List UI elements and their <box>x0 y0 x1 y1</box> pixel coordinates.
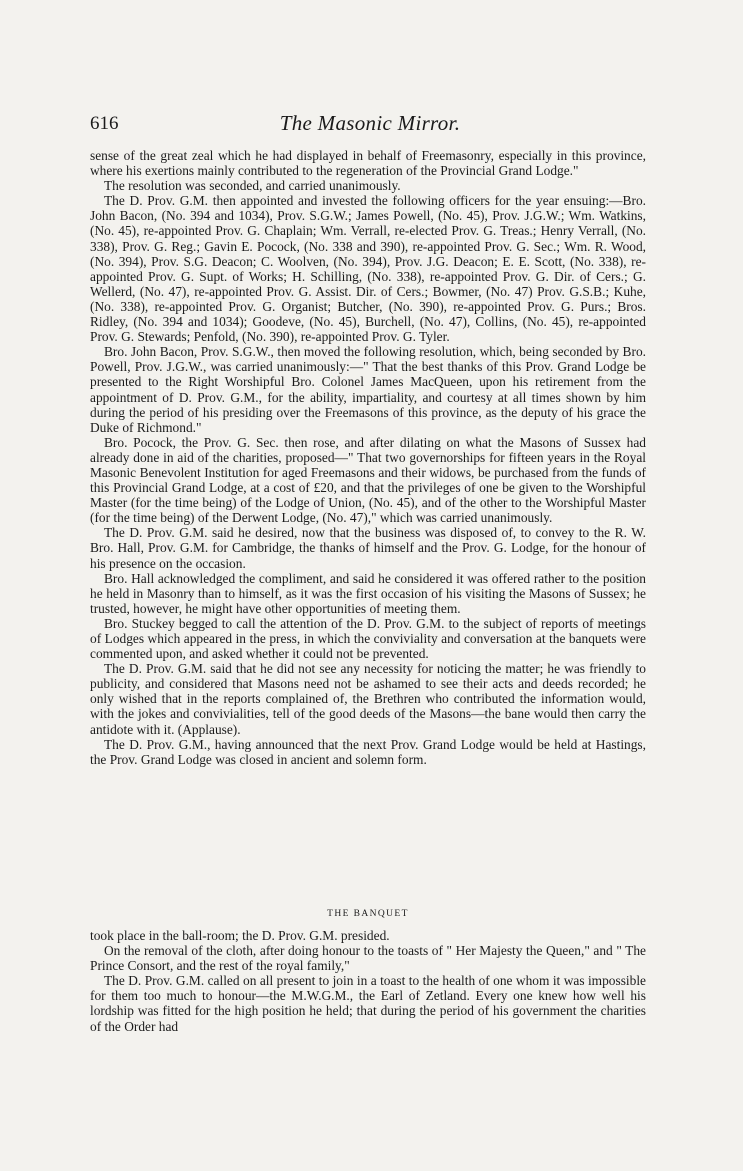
body-text <box>90 148 646 767</box>
running-head <box>90 107 650 137</box>
paragraph: Bro. Pocock, the Prov. G. Sec. then rose, and after dilating on what the Masons of Sussex had already done in aid of the charities, proposed—" That two governorships for fifteen years in the Royal Masonic Benevolent Institution for aged Freemasons and their widows, be purchased from the funds of this Provincial Grand Lodge, at a cost of £20, and that the privileges of one be given to the Worshipful Master (for the time being) of the Lodge of Union, (No. 45), and of the other to the Worshipful Master (for the time being) of the Derwent Lodge, (No. 47)," which was carried unanimously. <box>90 434 646 526</box>
banquet-text <box>90 928 646 1034</box>
paragraph: Bro. Hall acknowledged the compliment, and said he considered it was offered rather to the position he held in Masonry than to himself, as it was the first occasion of his visiting the Masons of Sussex; he trusted, however, he might have other opportunities of meeting them. <box>90 570 646 616</box>
paragraph: The D. Prov. G.M. said he desired, now that the business was disposed of, to convey to the R. W. Bro. Hall, Prov. G.M. for Cambridge, the thanks of himself and the Prov. G. Lodge, for the honour of his presence on the occasion. <box>90 525 646 571</box>
paragraph: sense of the great zeal which he had displayed in behalf of Freemasonry, especially in this province, where his exertions mainly contributed to the regeneration of the Provincial Grand Lodge." <box>90 148 646 179</box>
journal-title: The Masonic Mirror. <box>279 111 461 135</box>
page-number: 616 <box>90 113 119 134</box>
paragraph: The resolution was seconded, and carried unanimously. <box>104 178 401 194</box>
paragraph: The D. Prov. G.M. said that he did not see any necessity for noticing the matter; he was friendly to publicity, and considered that Masons need not be ashamed to see their acts and deeds recorded; he only wished that in the reports complained of, the Brethren who contributed the information would, with the jokes and convivialities, tell of the good deeds of the Masons—the bane would then carry the antidote with it. (Applause). <box>90 661 646 737</box>
paragraph: Bro. Stuckey begged to call the attention of the D. Prov. G.M. to the subject of reports of meetings of Lodges which appeared in the press, in which the conviviality and conversation at the banquets were commented upon, and asked whether it could not be prevented. <box>90 615 646 662</box>
paragraph: took place in the ball-room; the D. Prov. G.M. presided. <box>90 928 390 943</box>
paragraph: The D. Prov. G.M., having announced that the next Prov. Grand Lodge would be held at Hastings, the Prov. Grand Lodge was closed in ancient and solemn form. <box>90 736 646 767</box>
section-heading: THE BANQUET <box>327 909 409 919</box>
paragraph: Bro. John Bacon, Prov. S.G.W., then moved the following resolution, which, being seconded by Bro. Powell, Prov. J.G.W., was carried unanimously:—" That the best thanks of this Prov. Grand Lodge be presented to the Right Worshipful Bro. Colonel James MacQueen, upon his retirement from the appointment of D. Prov. G.M., for the ability, impartiality, and courtesy at all times shown by him during the period of his presiding over the Freemasons of this province, as the deputy of his grace the Duke of Richmond." <box>90 344 646 435</box>
paragraph: The D. Prov. G.M. called on all present to join in a toast to the health of one whom it was impossible for them too much to honour—the M.W.G.M., the Earl of Zetland. Every one knew how well his lordship was fitted for the high position he held; that during the period of his government the charities of the Order had <box>90 973 646 1034</box>
paragraph: On the removal of the cloth, after doing honour to the toasts of " Her Majesty the Queen," and " The Prince Consort, and the rest of the royal family," <box>90 943 646 974</box>
paragraph: The D. Prov. G.M. then appointed and invested the following officers for the year ensuing:—Bro. John Bacon, (No. 394 and 1034), Prov. S.G.W.; James Powell, (No. 45), Prov. J.G.W.; Wm. Watkins, (No. 45), re-appointed Prov. G. Chaplain; Wm. Verrall, re-elected Prov. G. Treas.; Henry Verrall, (No. 338), Prov. G. Reg.; Gavin E. Pocock, (No. 338 and 390), re-appointed Prov. G. Sec.; Wm. R. Wood, (No. 394), Prov. S.G. Deacon; C. Woolven, (No. 394), Prov. J.G. Deacon; E. E. Scott, (No. 338), re-appointed Prov. G. Supt. of Works; H. Schilling, (No. 338), re-appointed Prov. G. Dir. of Cers.; G. Wellerd, (No. 47), re-appointed Prov. G. Assist. Dir. of Cers.; Bowmer, (No. 47) Prov. G.S.B.; Kuhe, (No. 338), re-appointed Prov. G. Organist; Butcher, (No. 390), re-appointed Prov. G. Purs.; Bros. Ridley, (No. 394 and 1034); Goodeve, (No. 45), Burchell, (No. 47), Collins, (No. 45), re-appointed Prov. G. Stewards; Penfold, (No. 390), re-appointed Prov. G. Tyler. <box>90 193 646 345</box>
